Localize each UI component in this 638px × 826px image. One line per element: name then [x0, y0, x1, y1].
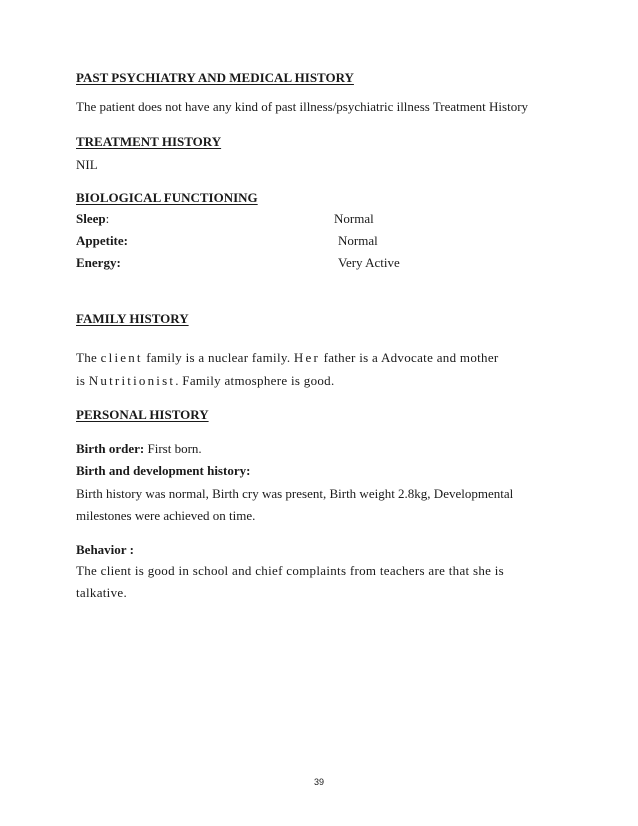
- sleep-label-colon: :: [105, 211, 110, 226]
- past-history-heading: PAST PSYCHIATRY AND MEDICAL HISTORY: [76, 70, 354, 85]
- energy-label: Energy:: [76, 255, 121, 270]
- sleep-value: Normal: [334, 211, 374, 226]
- family-text-part: family is a nuclear family.: [142, 350, 294, 365]
- birth-order-label: Birth order:: [76, 441, 145, 456]
- treatment-history-text: NIL: [76, 157, 98, 172]
- sleep-label: [76, 211, 109, 227]
- development-label: Birth and development history:: [76, 463, 251, 478]
- family-history-line-1: [76, 350, 499, 366]
- behavior-text-line-2: talkative.: [76, 585, 128, 600]
- sleep-label-text: Sleep: [76, 211, 106, 226]
- development-text-line-1: Birth history was normal, Birth cry was present, Birth weight 2.8kg, Developmental: [76, 486, 514, 501]
- family-text-part: . Family atmosphere is good.: [175, 373, 335, 388]
- family-text-part: is: [76, 373, 89, 388]
- birth-order-value: First born.: [144, 441, 202, 456]
- behavior-text-line-1: The client is good in school and chief complaints from teachers are that she is: [76, 563, 505, 578]
- energy-value: Very Active: [338, 255, 400, 270]
- treatment-history-heading: TREATMENT HISTORY: [76, 134, 222, 149]
- page-number: 39: [313, 777, 324, 787]
- behavior-label: Behavior :: [76, 542, 134, 557]
- birth-order-line: [76, 441, 202, 457]
- personal-history-heading: PERSONAL HISTORY: [76, 407, 209, 422]
- biological-functioning-heading: BIOLOGICAL FUNCTIONING: [76, 190, 258, 205]
- family-text-part: client: [100, 350, 143, 365]
- appetite-value: Normal: [338, 233, 378, 248]
- family-history-heading: FAMILY HISTORY: [76, 311, 189, 326]
- development-text-line-2: milestones were achieved on time.: [76, 508, 256, 523]
- appetite-label: Appetite:: [76, 233, 128, 248]
- family-text-part: The: [76, 350, 101, 365]
- family-text-part: father is a Advocate and mother: [320, 350, 499, 365]
- family-history-line-2: [76, 373, 335, 389]
- family-text-part: Nutritionist: [88, 373, 176, 388]
- past-history-text: The patient does not have any kind of past illness/psychiatric illness Treatment History: [76, 99, 529, 114]
- family-text-part: Her: [293, 350, 321, 365]
